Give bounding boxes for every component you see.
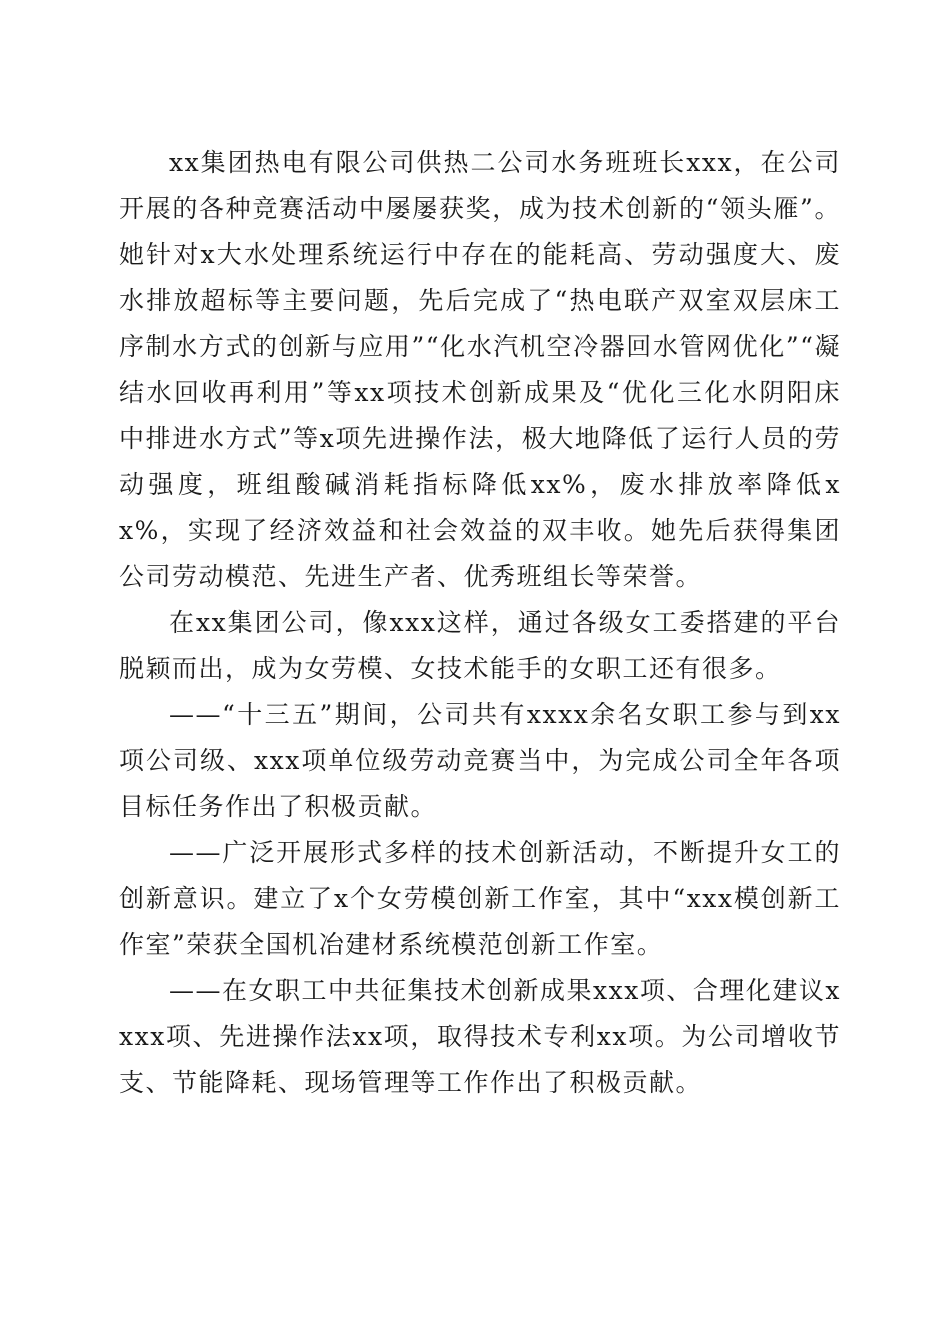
paragraph-innovation-studios: ——广泛开展形式多样的技术创新活动，不断提升女工的创新意识。建立了x个女劳模创新工作室，其中“xxx模创新工作室”荣获全国机冶建材系统模范创新工作室。 — [119, 838, 841, 959]
document-body — [119, 140, 841, 1106]
paragraph-model-worker-profile: xx集团热电有限公司供热二公司水务班班长xxx，在公司开展的各种竞赛活动中屡屡获奖，成为技术创新的“领头雁”。她针对x大水处理系统运行中存在的能耗高、劳动强度大、废水排放超标等主要问题，先后完成了“热电联产双室双层床工序制水方式的创新与应用”“化水汽机空冷器回水管网优化”“凝结水回收再利用”等xx项技术创新成果及“优化三化水阴阳床中排进水方式”等x项先进操作法，极大地降低了运行人员的劳动强度，班组酸碱消耗指标降低xx%，废水排放率降低xx%，实现了经济效益和社会效益的双丰收。她先后获得集团公司劳动模范、先进生产者、优秀班组长等荣誉。 — [119, 148, 841, 591]
paragraph-summary: 在xx集团公司，像xxx这样，通过各级女工委搭建的平台脱颖而出，成为女劳模、女技术能手的女职工还有很多。 — [119, 608, 841, 683]
paragraph-labor-competition: ——“十三五”期间，公司共有xxxx余名女职工参与到xx项公司级、xxx项单位级劳动竞赛当中，为完成公司全年各项目标任务作出了积极贡献。 — [119, 700, 841, 821]
paragraph-innovation-results: ——在女职工中共征集技术创新成果xxx项、合理化建议xxxx项、先进操作法xx项，取得技术专利xx项。为公司增收节支、节能降耗、现场管理等工作作出了积极贡献。 — [119, 976, 841, 1097]
